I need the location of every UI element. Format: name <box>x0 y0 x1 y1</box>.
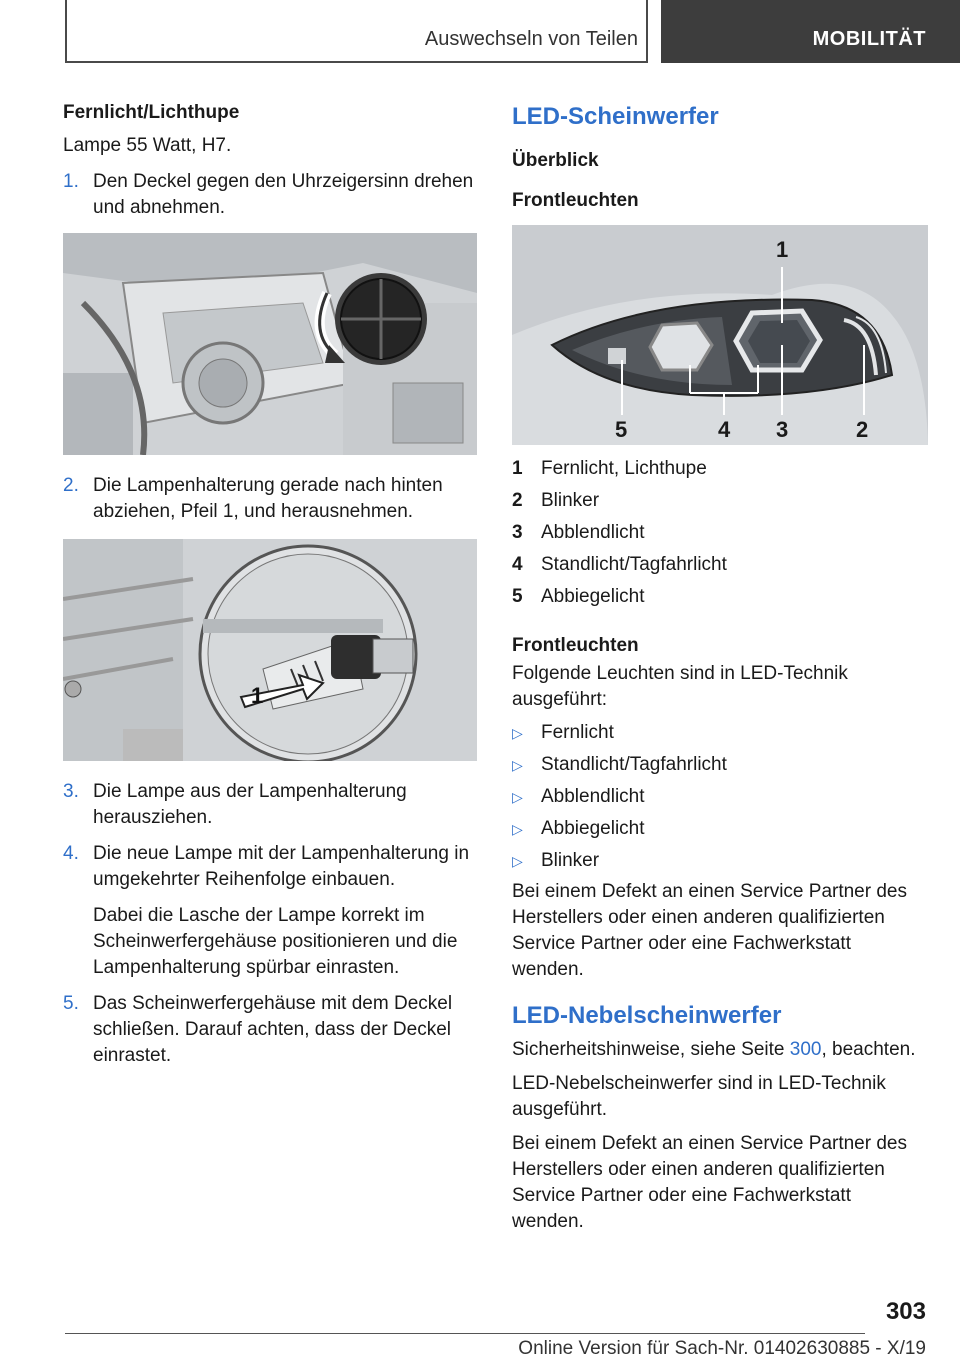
step <box>63 169 477 221</box>
legend-text: Abbiegelicht <box>541 585 645 607</box>
step-number: 4. <box>63 842 79 864</box>
page-number: 303 <box>885 1298 926 1325</box>
page-reference-link[interactable]: 300 <box>789 1038 822 1060</box>
legend-number: 2 <box>512 489 523 511</box>
legend-number: 1 <box>512 457 523 479</box>
figure-callout-3: 3 <box>776 416 789 442</box>
subheading-overview: Überblick <box>512 149 599 171</box>
step <box>63 991 477 1069</box>
step-text: Die Lampe aus der Lampenhalterung herausziehen. <box>93 780 407 828</box>
subheading-front: Frontleuchten <box>512 190 639 212</box>
figure-led-headlight <box>512 225 928 445</box>
figure-callout-1: 1 <box>776 236 789 262</box>
legend-item <box>512 549 926 581</box>
list-item <box>512 781 926 813</box>
list-item-text: Abblendlicht <box>541 786 645 808</box>
step-text: Das Scheinwerfergehäuse mit dem Deckel schließen. Darauf achten, dass der Deckel einrastet. <box>93 992 453 1066</box>
triangle-bullet-icon: ▷ <box>512 853 523 870</box>
legend-item <box>512 581 926 613</box>
step-number: 1. <box>63 170 79 192</box>
chapter-tab: MOBILITÄT <box>661 0 960 63</box>
step <box>63 841 477 981</box>
legend-item <box>512 485 926 517</box>
triangle-bullet-icon: ▷ <box>512 821 523 838</box>
figure-lamp-holder <box>63 539 477 761</box>
list-item <box>512 749 926 781</box>
list-item-text: Standlicht/Tagfahrlicht <box>541 754 727 776</box>
fog-text: LED-Nebelscheinwerfer sind in LED-Technik ausgeführt. <box>512 1072 886 1120</box>
list-item-text: Abbiegelicht <box>541 818 645 840</box>
led-headlight-illustration <box>512 225 928 445</box>
triangle-bullet-icon: ▷ <box>512 725 523 742</box>
figure-callout: 1 <box>251 682 264 708</box>
step-number: 3. <box>63 780 79 802</box>
safety-text-end: , beachten. <box>821 1038 916 1060</box>
legend-number: 5 <box>512 585 523 607</box>
figure-legend <box>512 453 926 613</box>
legend-number: 4 <box>512 553 523 575</box>
legend-number: 3 <box>512 521 523 543</box>
list-item-text: Blinker <box>541 850 600 872</box>
legend-text: Blinker <box>541 489 600 511</box>
list-item <box>512 813 926 845</box>
step-number: 5. <box>63 992 79 1014</box>
step-subtext: Dabei die Lasche der Lampe korrekt im Scheinwerfergehäuse positionieren und die Lampenhalterung spürbar einrasten. <box>93 904 458 978</box>
safety-text: Sicherheitshinweise, siehe Seite <box>512 1038 790 1060</box>
right-column <box>512 100 926 1235</box>
section-title: Auswechseln von Teilen <box>424 28 638 50</box>
legend-item <box>512 453 926 485</box>
headlight-cover-illustration <box>63 233 477 455</box>
led-light-list <box>512 717 926 877</box>
step <box>63 473 477 525</box>
legend-item <box>512 517 926 549</box>
fog-defect-text: Bei einem Defekt an einen Service Partner des Herstellers oder einen anderen qualifizierten Service Partner oder eine Fachwerkstatt wenden. <box>512 1132 907 1232</box>
footer-text: Online Version für Sach-Nr. 01402630885 - X/19 <box>518 1338 926 1359</box>
step-text: Den Deckel gegen den Uhrzeigersinn drehen und abnehmen. <box>93 170 474 218</box>
figure-callout-4: 4 <box>718 416 731 442</box>
front-intro: Folgende Leuchten sind in LED-Technik ausgeführt: <box>512 663 848 711</box>
step-text: Die neue Lampe mit der Lampenhalterung in umgekehrter Reihenfolge einbauen. <box>93 842 470 890</box>
figure-headlight-cover <box>63 233 477 455</box>
safety-note <box>512 1037 926 1063</box>
footer-divider <box>65 1333 865 1334</box>
step-number: 2. <box>63 474 79 496</box>
step-text: Die Lampenhalterung gerade nach hinten abziehen, Pfeil 1, und herausnehmen. <box>93 474 443 522</box>
list-item <box>512 717 926 749</box>
legend-text: Abblendlicht <box>541 521 645 543</box>
intro-text: Lampe 55 Watt, H7. <box>63 134 232 156</box>
section-title: LED-Scheinwerfer <box>512 103 719 130</box>
legend-text: Fernlicht, Lichthupe <box>541 457 707 479</box>
figure-callout-5: 5 <box>615 416 628 442</box>
triangle-bullet-icon: ▷ <box>512 789 523 806</box>
left-column <box>63 100 477 1079</box>
lamp-holder-illustration <box>63 539 477 761</box>
list-item-text: Fernlicht <box>541 722 614 744</box>
step <box>63 779 477 831</box>
section-heading: Fernlicht/Lichthupe <box>63 102 240 123</box>
subheading-front-2: Frontleuchten <box>512 634 639 656</box>
defect-text: Bei einem Defekt an einen Service Partner des Herstellers oder einen anderen qualifizierten Service Partner oder eine Fachwerkstatt wenden. <box>512 881 907 981</box>
list-item <box>512 845 926 877</box>
legend-text: Standlicht/Tagfahrlicht <box>541 553 727 575</box>
fog-title: LED-Nebelscheinwerfer <box>512 1002 782 1030</box>
triangle-bullet-icon: ▷ <box>512 757 523 774</box>
figure-callout-2: 2 <box>856 416 869 442</box>
